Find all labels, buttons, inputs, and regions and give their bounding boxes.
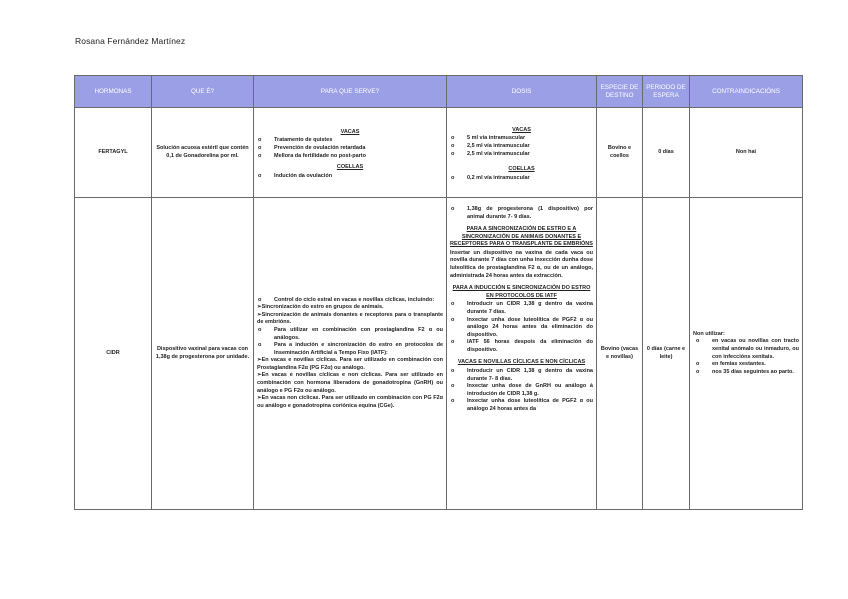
description: Dispositivo vaxinal para vacas con 1,38g de progesterona por unidade. [152, 198, 254, 510]
list-item: o Inxectar unha dose luteolítica de PGF2 α ou análogo 24 horas antes da [450, 398, 593, 413]
withdrawal-period: 0 días (carne e leite) [643, 198, 690, 510]
list-item: o 1,38g de progesterona (1 dispositivo) por animal durante 7- 9 días. [450, 206, 593, 221]
list-item: o Introducir un CIDR 1,38 g dentro da vaxina durante 7- 8 días. [450, 368, 593, 383]
sub-item: ➢Sincronización de animais donantes e receptores para o transplante de embrións. [257, 311, 443, 326]
sync-title: PARA A SINCRONIZACIÓN DE ESTRO E A SINCRONIZACIÓN DE ANIMAIS DONANTES E RECEPTORES PARA O TRANSPLANTE DE EMBRIÓNS [450, 226, 593, 248]
uses-list [257, 297, 443, 305]
novillas-title: VACAS E NOVILLAS CÍCLICAS E NON CÍCLICAS [457, 359, 586, 366]
species: Bovino (vacas e novillas) [597, 198, 643, 510]
list-item: o Para a indución e sincronización do estro en protocolos de Inseminación Artificial a Tempo Fixo (IATF): [257, 342, 443, 357]
sub-item: ➢En vacas non cíclicas. Para ser utilizado en combinación con PG F2α ou análogo e gonadotropina coriónica equina (CGe). [257, 395, 443, 409]
uses-list [257, 327, 443, 357]
list-item: o en vacas ou novillas con tracto xenital anómalo ou inmaduro, ou con infeccións xenitais. [695, 338, 799, 361]
header-para-que: PARA QUE SERVE? [254, 76, 447, 108]
list-item: o Mellora da fertilidade no post-parto [257, 153, 443, 161]
header-contra: CONTRAINDICACIÓNS [690, 76, 803, 108]
table-row-fertagyl [75, 108, 803, 198]
list-item: o Indución da ovulación [257, 173, 443, 181]
list-item: o Inxectar unha dose luteolítica de PGF2 α ou análogo 24 horas antes da eliminación do dispositivo. [450, 317, 593, 340]
list-item: o Tratamento de quistes [257, 137, 443, 145]
header-especie: ESPECIE DE DESTINO [597, 76, 643, 108]
list-item: o Control do ciclo estral en vacas e novillas cíclicas, incluíndo: [257, 297, 443, 305]
list-item: o 5 ml vía intramuscular [450, 135, 593, 143]
description: Solución acuosa estéril que contén 0,1 de Gonadorelina por ml. [152, 108, 254, 198]
header-que-e: QUE É? [152, 76, 254, 108]
hormone-name: FERTAGYL [75, 108, 152, 198]
dose-cell [447, 108, 597, 198]
uses-vacas-title: VACAS [340, 128, 360, 135]
uses-cell [254, 108, 447, 198]
sub-item: ➢En vacas e novillas cíclicas e non cíclicas. Para ser utilizado en combinación con hormona liberadora de gonadotropina (GnRH) ou análogo e PG F2α ou análogo. [257, 372, 443, 394]
list-item: o IATF 56 horas despois da eliminación do dispositivo. [450, 339, 593, 354]
list-item: o Para utilizar en combinación con prostaglandina F2 α ou análogos. [257, 327, 443, 342]
iatf-list [450, 301, 593, 354]
sync-text: Insertar un dispositivo na vaxina de cada vaca ou novilla durante 7 días con unha inxección dunha dose luteolítica de prostaglandina F2 α, ou de un análogo, administrada 24 horas antes da extracción. [450, 249, 593, 279]
species: Bovino e coellos [597, 108, 643, 198]
sub-item: ➢En vacas e novillas cíclicas. Para ser utilizado en combinación con Prostaglandina F2α (PG F2α) ou análogo. [257, 357, 443, 371]
contraindications: Non hai [690, 108, 803, 198]
hormone-name: CIDR [75, 198, 152, 510]
table-row-cidr [75, 198, 803, 510]
contraindications [690, 198, 803, 510]
iatf-title: PARA A INDUCCIÓN E SINCRONIZACIÓN DO ESTRO EN PROTOCOLOS DE IATF [452, 285, 591, 299]
list-item: o 0,2 ml vía intramuscular [450, 175, 593, 183]
list-item: o Prevención de ovulación retardada [257, 145, 443, 153]
uses-vacas-list [257, 137, 443, 160]
uses-coellas-list [257, 173, 443, 181]
uses-cell [254, 198, 447, 510]
withdrawal-period: 0 días [643, 108, 690, 198]
contra-title: Non utilizar: [693, 330, 725, 337]
contra-list [693, 338, 799, 376]
header-dosis: DOSIS [447, 76, 597, 108]
dose-vacas-title: VACAS [512, 126, 531, 133]
dose-coellas-title: COELLAS [508, 166, 535, 173]
dose-list [450, 206, 593, 221]
header-row [75, 76, 803, 108]
list-item: o nos 35 días seguintes ao parto. [695, 369, 799, 377]
dose-vacas-list [450, 135, 593, 158]
uses-coellas-title: COELLAS [336, 164, 364, 171]
novillas-list [450, 368, 593, 413]
hormones-table [74, 75, 803, 510]
author-name: Rosana Fernández Martínez [75, 36, 186, 46]
dose-cell [447, 198, 597, 510]
list-item: o 2,5 ml vía intramuscular [450, 143, 593, 151]
header-periodo: PERIODO DE ESPERA [643, 76, 690, 108]
sub-item: ➢Sincronización do estro en grupos de animais. [257, 304, 384, 311]
header-hormonas: HORMONAS [75, 76, 152, 108]
list-item: o Inxectar unha dose de GnRH ou análogo á introdución de CIDR 1,38 g. [450, 383, 593, 398]
list-item: o 2,5 ml vía intramuscular [450, 151, 593, 159]
list-item: o Introducir un CIDR 1,38 g dentro da vaxina durante 7 días. [450, 301, 593, 316]
list-item: o en femias xestantes. [695, 361, 799, 369]
dose-coellas-list [450, 175, 593, 183]
